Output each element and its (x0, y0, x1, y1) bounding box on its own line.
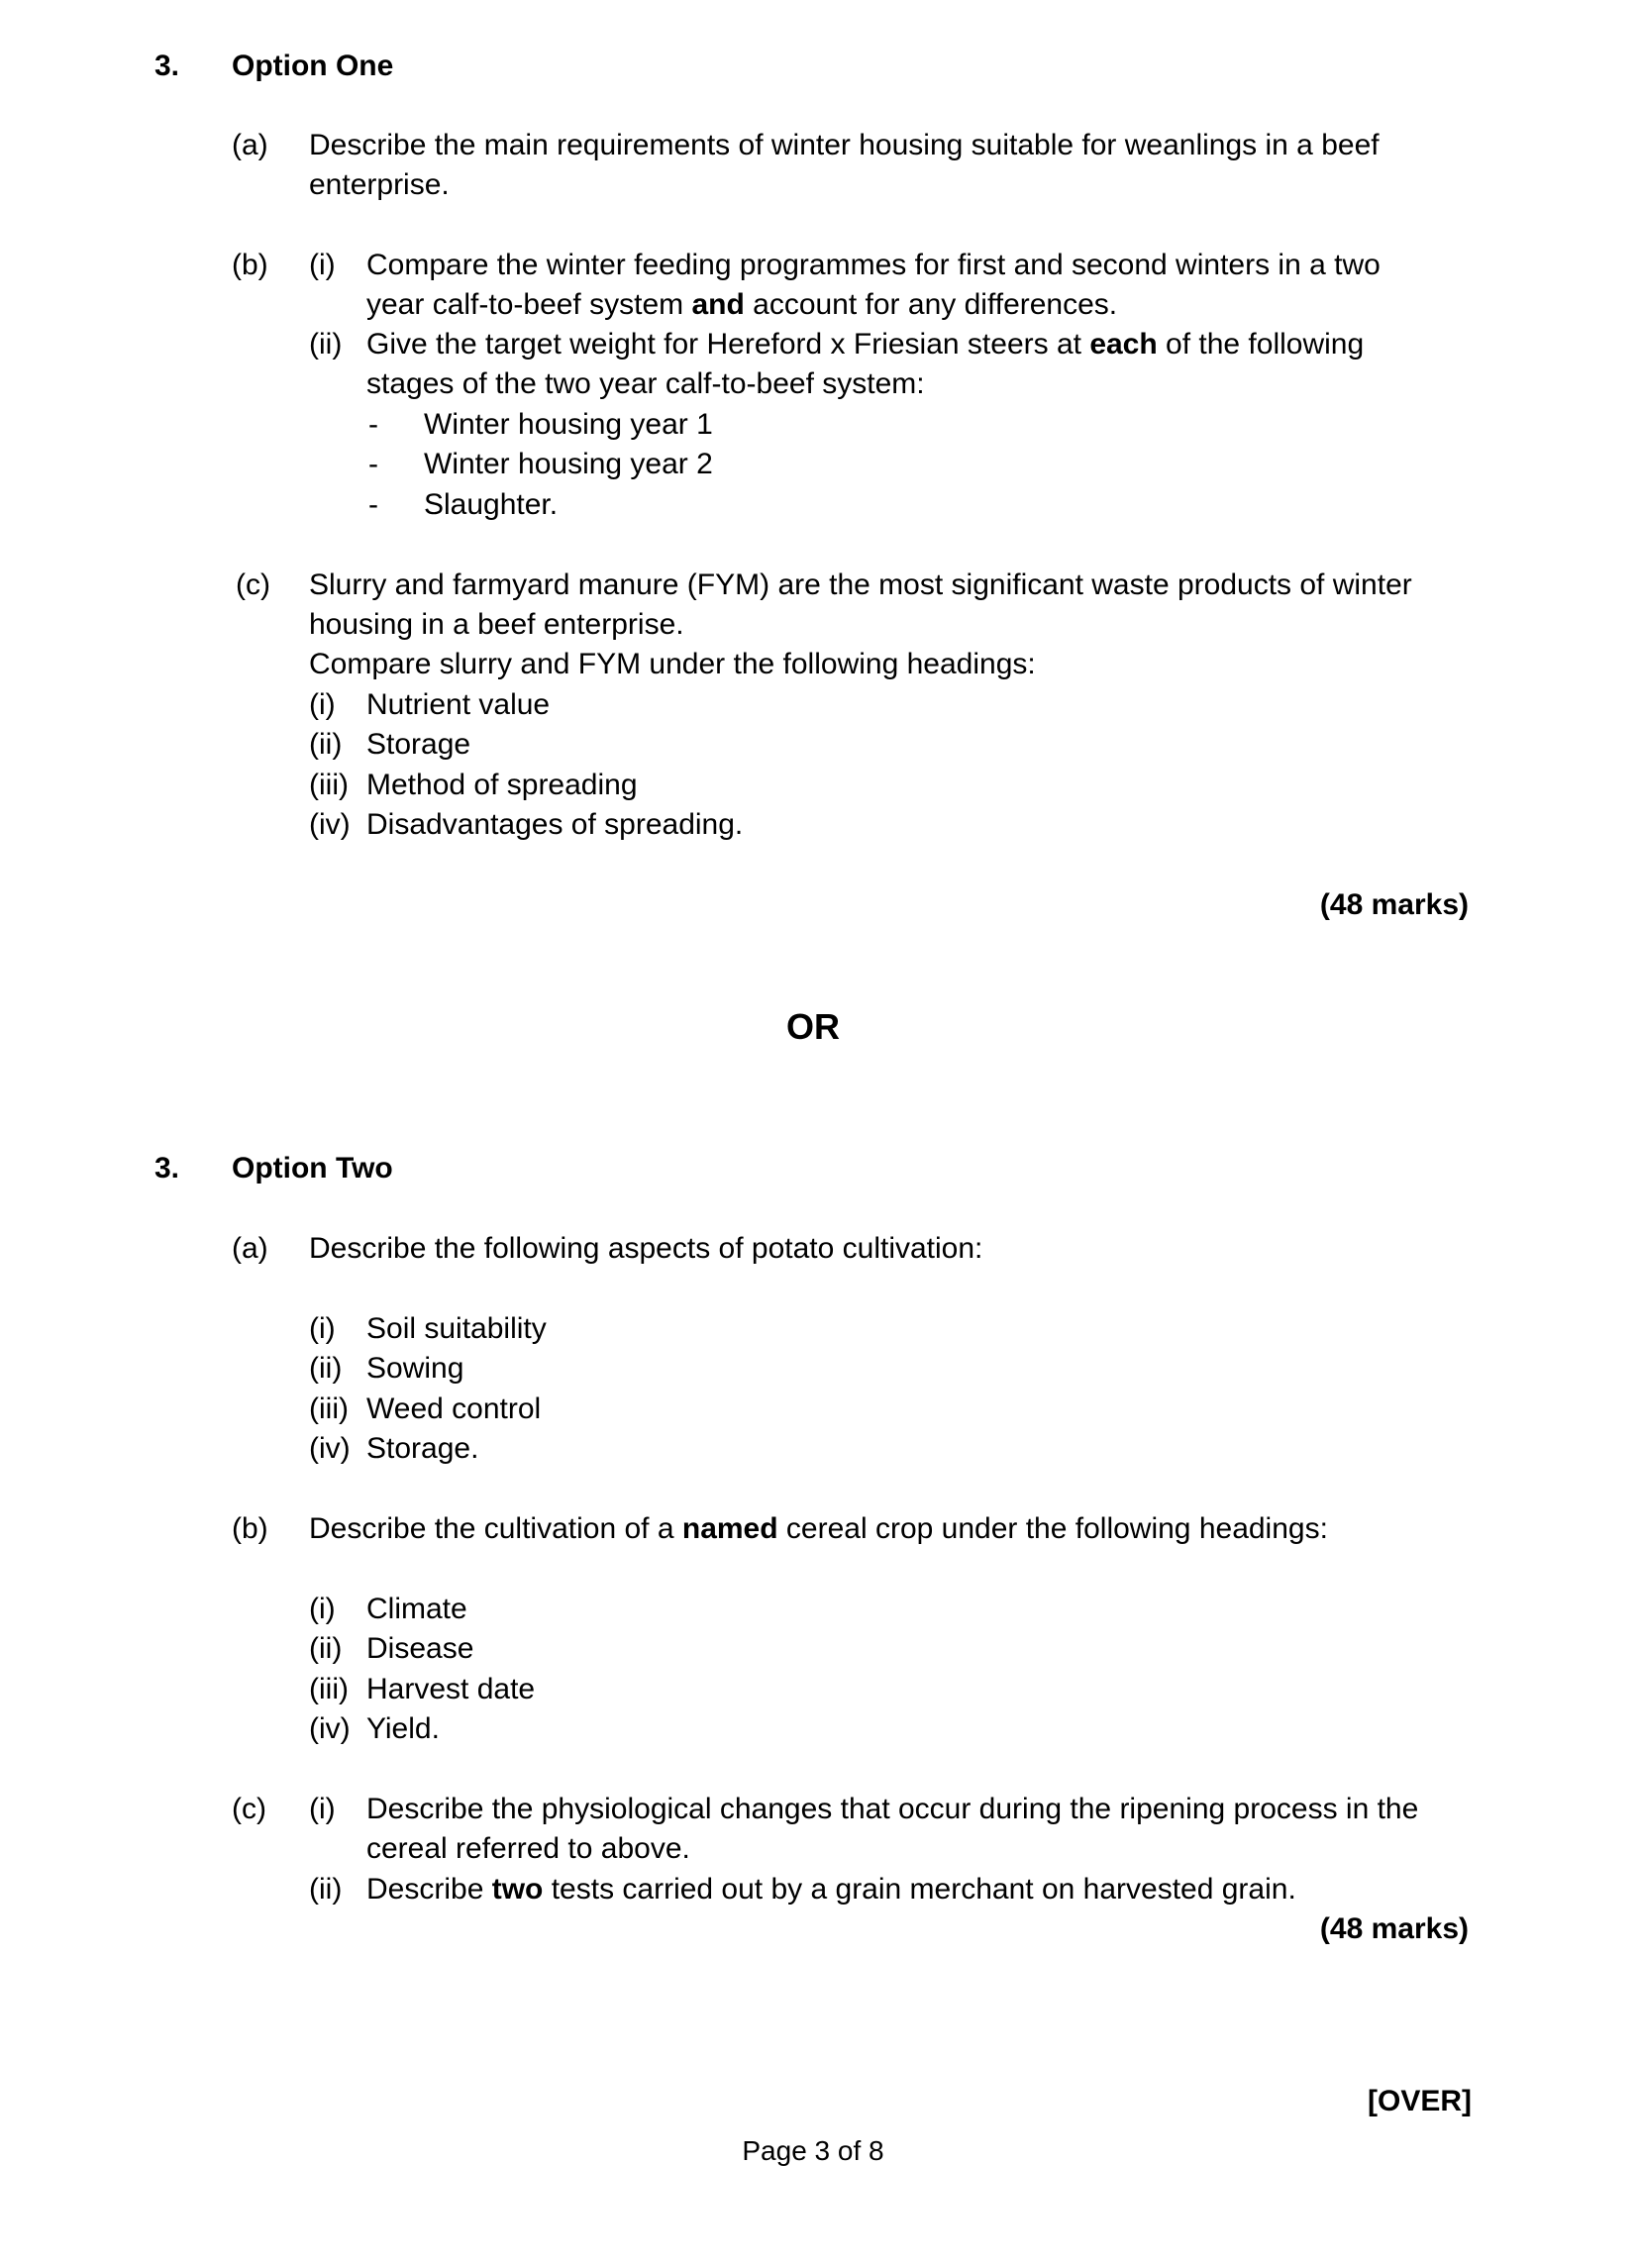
part-b-line1: Describe the cultivation of a named cereal crop under the following headings: (309, 1512, 1328, 1545)
or-divider: OR (786, 1006, 840, 1047)
list-item-label: (iii) (309, 769, 349, 801)
part-c-ii-label: (ii) (309, 1873, 343, 1906)
list-item: Nutrient value (366, 688, 551, 721)
part-c-label: (c) (232, 1793, 266, 1825)
list-item: Storage (366, 728, 471, 761)
bullet-dash: - (368, 448, 378, 480)
bullet-item: Slaughter. (424, 488, 559, 521)
part-a-label: (a) (232, 129, 268, 161)
option-one-title: Option One (232, 50, 394, 82)
list-item: Disadvantages of spreading. (366, 808, 744, 841)
question-number: 3. (154, 1152, 180, 1185)
part-a-line2: enterprise. (309, 168, 450, 201)
part-c-label: (c) (236, 568, 270, 601)
part-c-i-label: (i) (309, 1793, 336, 1825)
marks-label: (48 marks) (1319, 888, 1469, 921)
list-item-label: (iii) (309, 1673, 349, 1705)
list-item-label: (i) (309, 1593, 336, 1625)
list-item-label: (iv) (309, 808, 351, 841)
list-item: Climate (366, 1593, 467, 1625)
over-label: [OVER] (1368, 2085, 1472, 2117)
list-item-label: (iv) (309, 1432, 351, 1465)
list-item-label: (ii) (309, 728, 343, 761)
part-c-ii-line1: Describe two tests carried out by a grain merchant on harvested grain. (366, 1873, 1296, 1906)
part-b-i-line2: year calf-to-beef system and account for any differences. (366, 288, 1118, 321)
list-item: Method of spreading (366, 769, 638, 801)
part-b-ii-label: (ii) (309, 328, 343, 361)
bullet-dash: - (368, 488, 378, 521)
part-c-line1: Slurry and farmyard manure (FYM) are the most significant waste products of winter (309, 568, 1412, 601)
list-item-label: (ii) (309, 1352, 343, 1385)
list-item: Harvest date (366, 1673, 536, 1705)
part-a-label: (a) (232, 1232, 268, 1265)
list-item-label: (i) (309, 688, 336, 721)
part-b-ii-line2: stages of the two year calf-to-beef system: (366, 367, 925, 400)
part-b-label: (b) (232, 249, 268, 281)
question-number: 3. (154, 50, 180, 82)
list-item: Weed control (366, 1392, 542, 1425)
part-c-i-line1: Describe the physiological changes that occur during the ripening process in the (366, 1793, 1419, 1825)
part-c-line2: housing in a beef enterprise. (309, 608, 684, 641)
part-b-i-line1: Compare the winter feeding programmes for first and second winters in a two (366, 249, 1381, 281)
part-b-ii-line1: Give the target weight for Hereford x Friesian steers at each of the following (366, 328, 1365, 361)
page-footer: Page 3 of 8 (742, 2135, 884, 2166)
list-item: Storage. (366, 1432, 479, 1465)
part-a-line1: Describe the following aspects of potato cultivation: (309, 1232, 983, 1265)
marks-label: (48 marks) (1319, 1912, 1469, 1945)
list-item: Soil suitability (366, 1312, 547, 1345)
list-item-label: (ii) (309, 1632, 343, 1665)
bullet-dash: - (368, 408, 378, 441)
list-item-label: (iv) (309, 1712, 351, 1745)
option-two-title: Option Two (232, 1152, 393, 1185)
list-item-label: (i) (309, 1312, 336, 1345)
list-item: Yield. (366, 1712, 440, 1745)
list-item: Sowing (366, 1352, 464, 1385)
part-c-i-line2: cereal referred to above. (366, 1832, 690, 1865)
list-item-label: (iii) (309, 1392, 349, 1425)
part-b-label: (b) (232, 1512, 268, 1545)
bullet-item: Winter housing year 2 (424, 448, 713, 480)
list-item: Disease (366, 1632, 474, 1665)
bullet-item: Winter housing year 1 (424, 408, 713, 441)
part-c-line3: Compare slurry and FYM under the following headings: (309, 648, 1036, 680)
part-b-i-label: (i) (309, 249, 336, 281)
part-a-line1: Describe the main requirements of winter housing suitable for weanlings in a beef (309, 129, 1380, 161)
